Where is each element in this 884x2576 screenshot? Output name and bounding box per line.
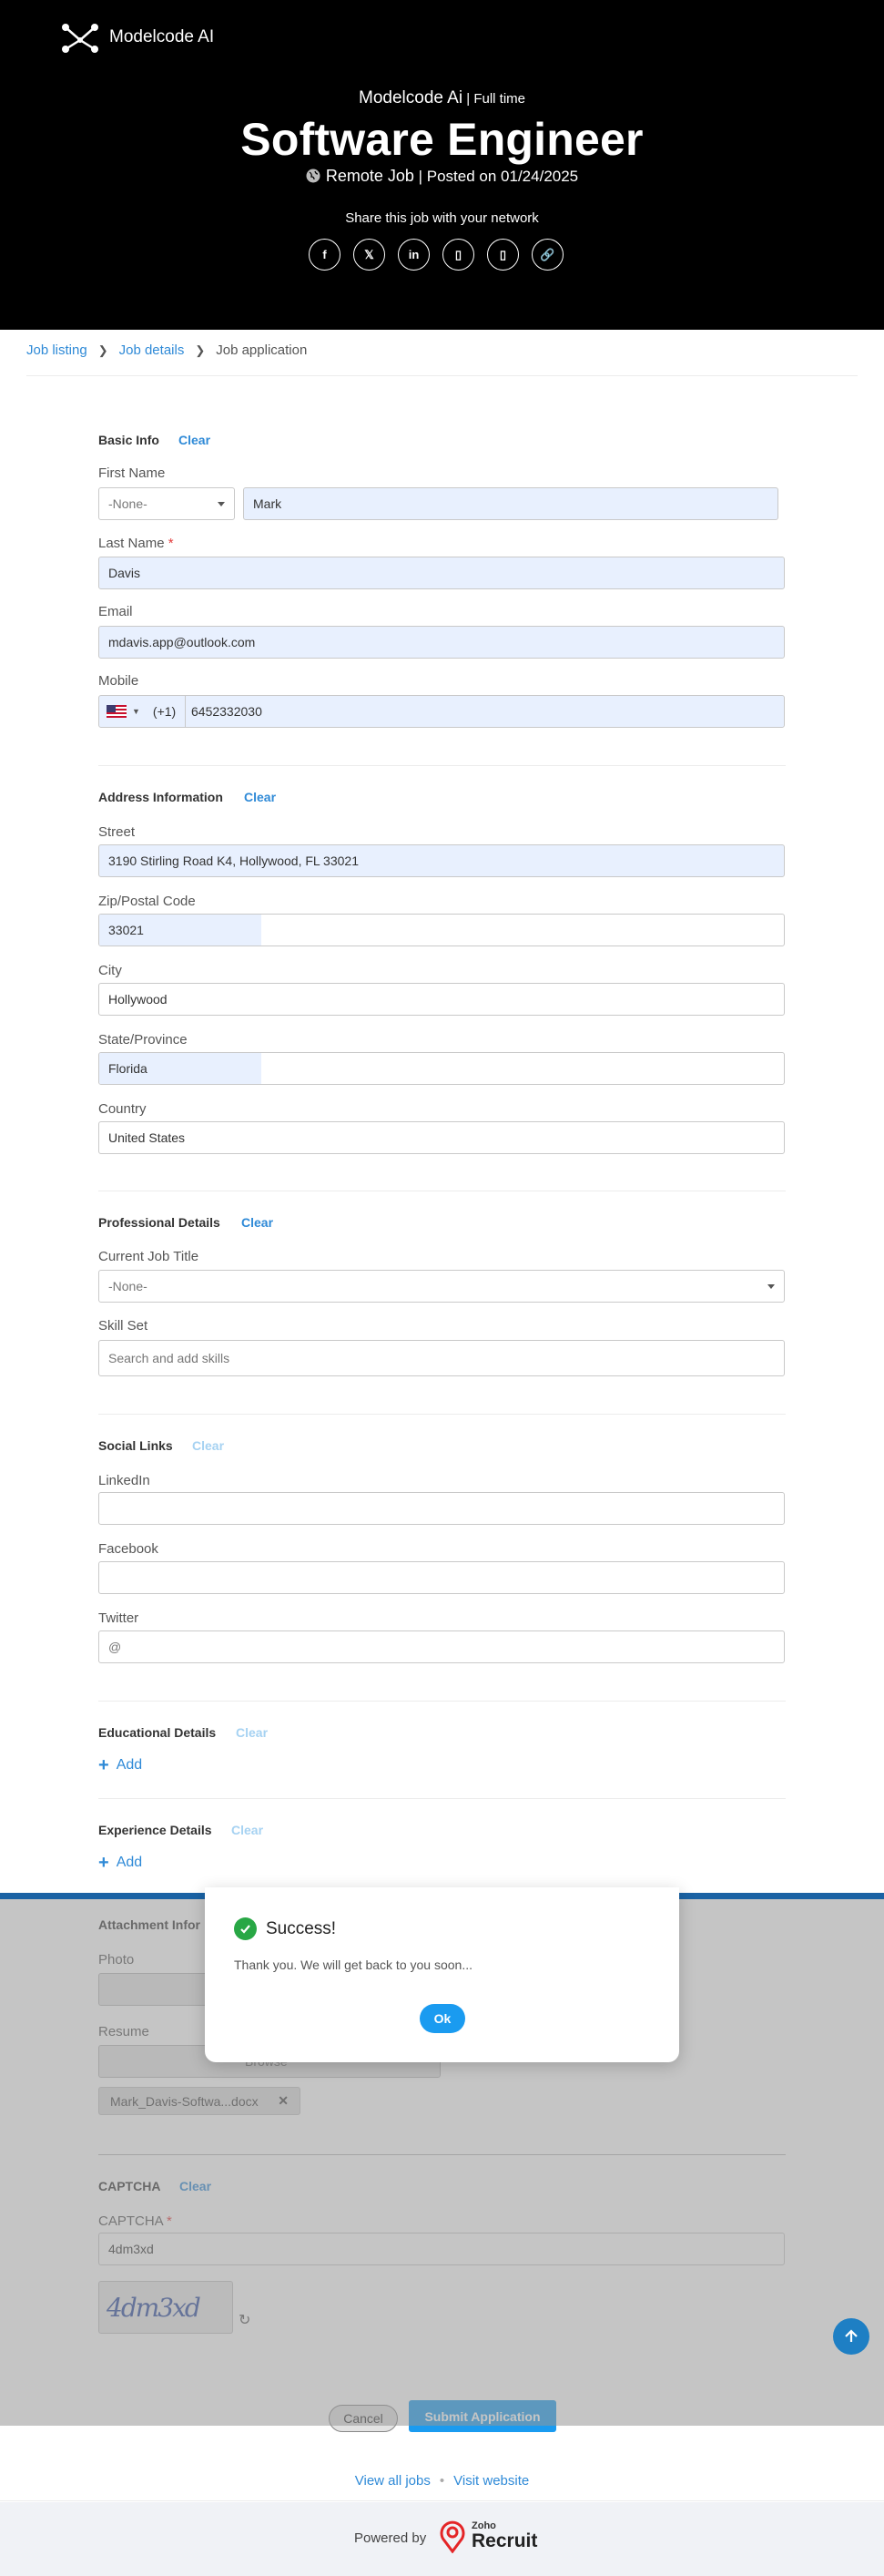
- last-name-value: Davis: [108, 566, 141, 580]
- success-dialog: [205, 1887, 679, 2062]
- share-icon[interactable]: ▯: [487, 239, 519, 271]
- address-clear-link[interactable]: Clear: [244, 790, 277, 804]
- section-divider: [98, 1414, 786, 1415]
- basic-info-title: Basic Info: [98, 433, 159, 447]
- chevron-down-icon: [767, 1284, 775, 1289]
- breadcrumb-current: Job application: [216, 342, 308, 358]
- footer-links: [0, 2473, 884, 2489]
- chevron-right-icon: ❯: [195, 342, 206, 357]
- experience-title: Experience Details: [98, 1823, 212, 1837]
- add-education-button[interactable]: [98, 1756, 142, 1774]
- education-clear-link[interactable]: Clear: [236, 1725, 269, 1740]
- share-icon[interactable]: ▯: [442, 239, 474, 271]
- view-all-jobs-link[interactable]: View all jobs: [354, 2473, 431, 2489]
- twitter-label: Twitter: [98, 1610, 139, 1626]
- salutation-value: -None-: [108, 496, 147, 511]
- dialog-message: Thank you. We will get back to you soon...: [234, 1958, 472, 1972]
- us-flag-icon: [107, 705, 127, 718]
- zoho-recruit-logo-icon[interactable]: [439, 2519, 466, 2553]
- job-title-value: -None-: [108, 1279, 147, 1293]
- professional-clear-link[interactable]: Clear: [241, 1215, 274, 1230]
- share-label: Share this job with your network: [345, 210, 539, 226]
- job-location: Remote Job: [325, 167, 414, 185]
- first-name-input[interactable]: [243, 487, 778, 520]
- zip-input[interactable]: [98, 914, 785, 946]
- plus-icon: +: [98, 1755, 109, 1775]
- zoho-text: Zoho: [472, 2520, 496, 2531]
- mobile-label: Mobile: [98, 673, 139, 689]
- professional-title: Professional Details: [98, 1215, 220, 1230]
- twitter-placeholder: @: [108, 1640, 122, 1654]
- arrow-up-icon: [843, 2328, 859, 2345]
- mobile-value: 6452332030: [191, 704, 262, 719]
- copy-link-icon[interactable]: 🔗: [532, 239, 564, 271]
- last-name-label-text: Last Name: [98, 536, 165, 551]
- breadcrumb: [26, 342, 307, 358]
- chevron-down-icon: ▼: [132, 707, 140, 716]
- street-value: 3190 Stirling Road K4, Hollywood, FL 33021: [108, 854, 359, 868]
- add-experience-label: Add: [116, 1855, 143, 1870]
- basic-info-clear-link[interactable]: Clear: [178, 433, 211, 447]
- linkedin-share-icon[interactable]: in: [398, 239, 430, 271]
- globe-icon: [306, 169, 320, 183]
- email-label: Email: [98, 604, 133, 619]
- plus-icon: +: [98, 1853, 109, 1873]
- facebook-label: Facebook: [98, 1541, 158, 1557]
- posted-date: | Posted on 01/24/2025: [413, 168, 579, 185]
- separator-dot: •: [439, 2473, 445, 2489]
- section-divider: [98, 1798, 786, 1799]
- skill-set-placeholder: Search and add skills: [108, 1351, 230, 1365]
- company-logo[interactable]: [60, 22, 214, 53]
- job-title-label: Current Job Title: [98, 1249, 199, 1264]
- section-divider: [98, 765, 786, 766]
- social-links-title: Social Links: [98, 1438, 173, 1453]
- mobile-input[interactable]: [98, 695, 785, 728]
- city-label: City: [98, 963, 122, 978]
- education-title: Educational Details: [98, 1725, 217, 1740]
- powered-by-label: Powered by: [354, 2530, 427, 2546]
- add-experience-button[interactable]: [98, 1854, 142, 1872]
- job-title: Software Engineer: [240, 114, 644, 165]
- ok-button[interactable]: Ok: [420, 2004, 465, 2033]
- street-label: Street: [98, 824, 136, 840]
- city-input[interactable]: [98, 983, 785, 1016]
- logo-icon: [60, 22, 100, 53]
- facebook-input[interactable]: [98, 1561, 785, 1594]
- salutation-select[interactable]: [98, 487, 235, 520]
- breadcrumb-job-listing[interactable]: Job listing: [26, 342, 87, 358]
- job-meta: [0, 167, 884, 186]
- job-title-select[interactable]: [98, 1270, 785, 1303]
- city-value: Hollywood: [108, 992, 168, 1007]
- experience-clear-link[interactable]: Clear: [231, 1823, 264, 1837]
- country-value: United States: [108, 1130, 186, 1145]
- job-company-line: [0, 88, 884, 108]
- breadcrumb-job-details[interactable]: Job details: [118, 342, 185, 358]
- share-buttons: [309, 239, 564, 271]
- country-code-select[interactable]: [99, 696, 186, 727]
- skill-set-input[interactable]: [98, 1340, 785, 1376]
- last-name-label: [98, 536, 174, 551]
- x-share-icon[interactable]: 𝕏: [353, 239, 385, 271]
- section-divider: [98, 1701, 786, 1702]
- separator: |: [462, 91, 474, 107]
- success-check-icon: [234, 1917, 257, 1940]
- skill-set-label: Skill Set: [98, 1318, 148, 1334]
- email-value: mdavis.app@outlook.com: [108, 635, 256, 649]
- social-clear-link[interactable]: Clear: [192, 1438, 225, 1453]
- facebook-share-icon[interactable]: f: [309, 239, 340, 271]
- scroll-to-top-button[interactable]: [833, 2318, 869, 2355]
- logo-text: Modelcode AI: [109, 27, 215, 46]
- zoho-recruit-wordmark[interactable]: [472, 2520, 537, 2550]
- address-title: Address Information: [98, 790, 223, 804]
- linkedin-input[interactable]: [98, 1492, 785, 1525]
- zip-value: 33021: [108, 923, 144, 937]
- zip-label: Zip/Postal Code: [98, 894, 196, 909]
- breadcrumb-divider: [26, 375, 858, 376]
- email-input[interactable]: [98, 626, 785, 659]
- street-input[interactable]: [98, 844, 785, 877]
- employment-type: Full time: [473, 91, 525, 107]
- last-name-input[interactable]: [98, 557, 785, 589]
- twitter-input[interactable]: [98, 1630, 785, 1663]
- first-name-label: First Name: [98, 465, 166, 481]
- country-label: Country: [98, 1101, 147, 1117]
- state-label: State/Province: [98, 1032, 188, 1048]
- first-name-value: Mark: [253, 496, 282, 511]
- chevron-right-icon: ❯: [97, 342, 108, 357]
- visit-website-link[interactable]: Visit website: [453, 2473, 530, 2489]
- job-header: [0, 0, 884, 330]
- company-name: Modelcode Ai: [359, 88, 463, 107]
- country-input[interactable]: [98, 1121, 785, 1154]
- required-asterisk: *: [168, 536, 174, 551]
- footer-divider: [0, 2500, 884, 2501]
- state-input[interactable]: [98, 1052, 785, 1085]
- powered-by-bar: [0, 2502, 884, 2576]
- recruit-text: Recruit: [472, 2530, 538, 2551]
- chevron-down-icon: [218, 502, 225, 506]
- linkedin-label: LinkedIn: [98, 1473, 150, 1488]
- state-value: Florida: [108, 1061, 147, 1076]
- add-education-label: Add: [116, 1757, 143, 1773]
- dialog-title: Success!: [266, 1919, 337, 1938]
- country-code: (+1): [152, 704, 177, 719]
